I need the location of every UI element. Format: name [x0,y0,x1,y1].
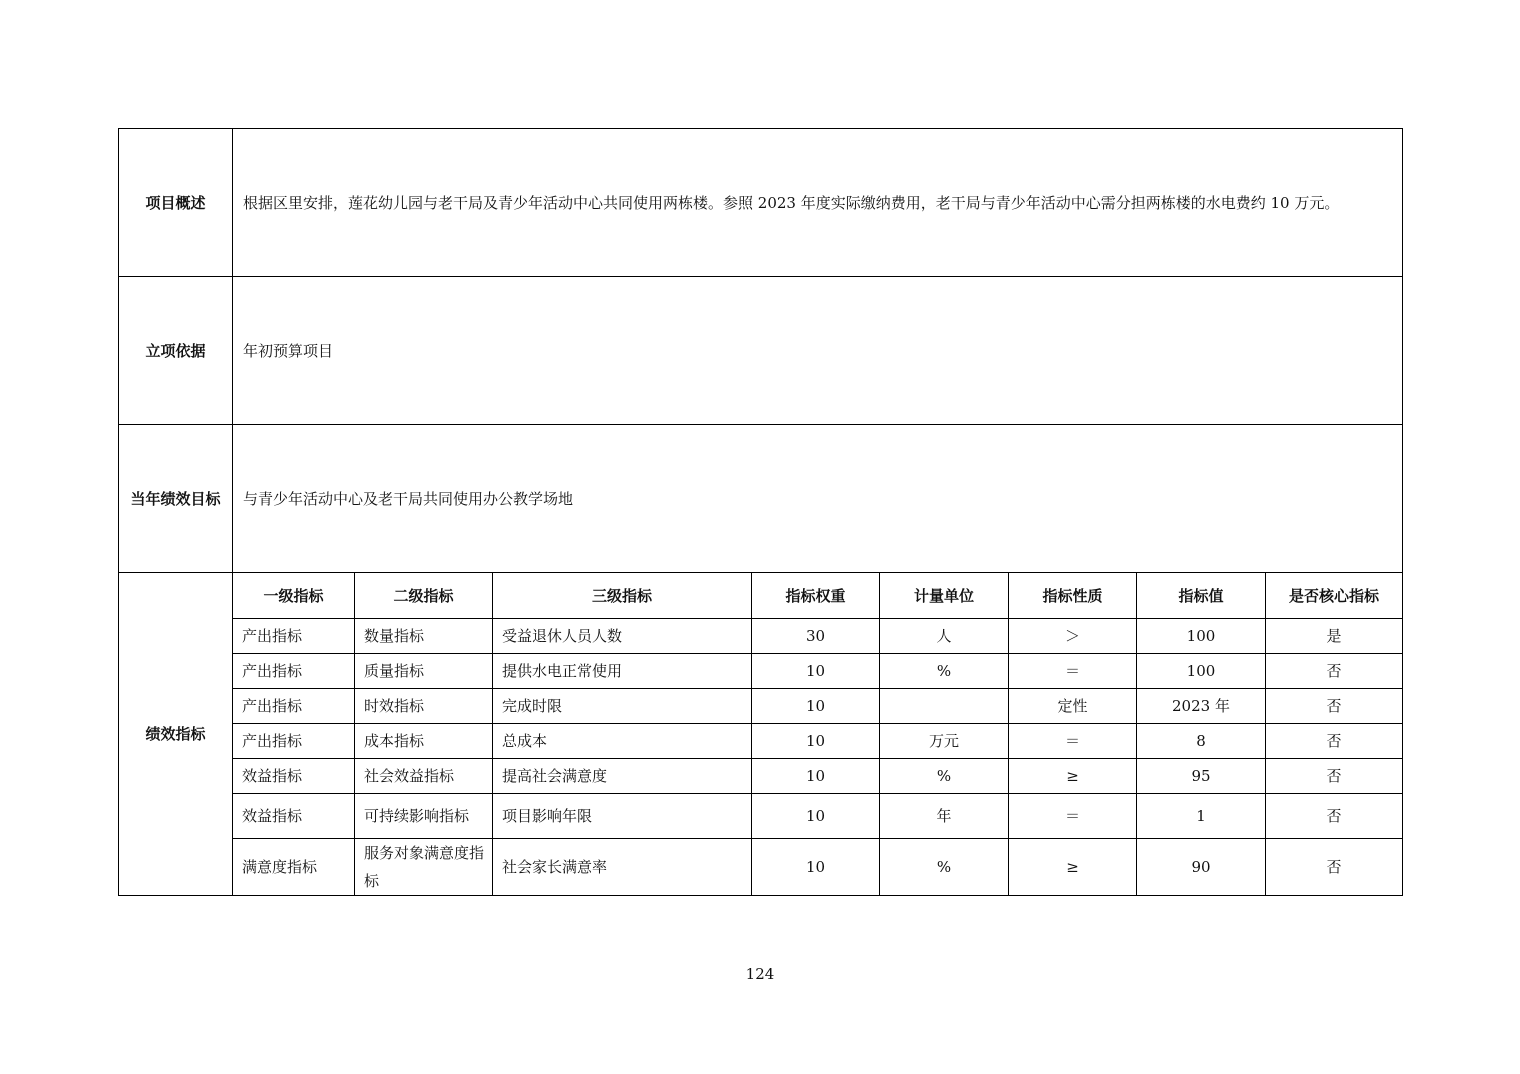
cell-level3: 提供水电正常使用 [493,654,752,689]
cell-nature: ≥ [1009,759,1137,794]
basis-row [119,277,1403,425]
cell-level3: 提高社会满意度 [493,759,752,794]
cell-level3: 总成本 [493,724,752,759]
cell-nature: 定性 [1009,689,1137,724]
cell-value: 90 [1137,839,1266,896]
header-level3: 三级指标 [493,573,752,619]
cell-core: 否 [1266,759,1403,794]
cell-weight: 30 [752,619,880,654]
header-level2: 二级指标 [355,573,493,619]
basis-text: 年初预算项目 [233,277,1403,425]
cell-weight: 10 [752,724,880,759]
table-row [119,759,1403,794]
cell-core: 否 [1266,794,1403,839]
project-overview-text: 根据区里安排，莲花幼儿园与老干局及青少年活动中心共同使用两栋楼。参照 2023 年度实际缴纳费用，老干局与青少年活动中心需分担两栋楼的水电费约 10 万元。 [233,129,1403,277]
table-row [119,654,1403,689]
annual-goal-label: 当年绩效目标 [130,489,221,508]
cell-level3: 项目影响年限 [493,794,752,839]
annual-goal-row [119,425,1403,573]
basis-label: 立项依据 [119,277,233,425]
cell-weight: 10 [752,689,880,724]
cell-weight: 10 [752,794,880,839]
table-row [119,619,1403,654]
cell-core: 是 [1266,619,1403,654]
cell-unit: % [880,654,1009,689]
cell-level1: 效益指标 [233,759,355,794]
cell-core: 否 [1266,724,1403,759]
header-value: 指标值 [1137,573,1266,619]
cell-level3: 社会家长满意率 [493,839,752,896]
annual-goal-label-cell [119,425,233,573]
performance-table-container [118,128,1402,896]
performance-table [118,128,1403,896]
indicator-header-row [119,573,1403,619]
project-overview-row [119,129,1403,277]
cell-level1: 满意度指标 [233,839,355,896]
cell-core: 否 [1266,689,1403,724]
header-unit: 计量单位 [880,573,1009,619]
cell-unit: 年 [880,794,1009,839]
cell-value: 2023 年 [1137,689,1266,724]
cell-level1: 产出指标 [233,619,355,654]
cell-level2: 数量指标 [355,619,493,654]
cell-weight: 10 [752,654,880,689]
cell-unit: 万元 [880,724,1009,759]
annual-goal-text: 与青少年活动中心及老干局共同使用办公教学场地 [233,425,1403,573]
cell-value: 1 [1137,794,1266,839]
cell-unit [880,689,1009,724]
project-overview-label: 项目概述 [119,129,233,277]
cell-value: 95 [1137,759,1266,794]
cell-level2: 服务对象满意度指标 [355,839,493,896]
page-number: 124 [745,965,775,983]
cell-nature: ＝ [1009,654,1137,689]
cell-nature: ＝ [1009,794,1137,839]
cell-level2: 可持续影响指标 [355,794,493,839]
cell-core: 否 [1266,654,1403,689]
cell-core: 否 [1266,839,1403,896]
table-row [119,839,1403,896]
cell-unit: % [880,759,1009,794]
cell-level1: 产出指标 [233,724,355,759]
cell-nature: ≥ [1009,839,1137,896]
cell-level1: 效益指标 [233,794,355,839]
cell-nature: ＝ [1009,724,1137,759]
cell-level1: 产出指标 [233,654,355,689]
table-row [119,689,1403,724]
cell-level2: 成本指标 [355,724,493,759]
header-weight: 指标权重 [752,573,880,619]
header-core: 是否核心指标 [1266,573,1403,619]
cell-level2: 质量指标 [355,654,493,689]
cell-level3: 受益退休人员人数 [493,619,752,654]
cell-level1: 产出指标 [233,689,355,724]
table-row [119,724,1403,759]
cell-level3: 完成时限 [493,689,752,724]
header-level1: 一级指标 [233,573,355,619]
cell-level2: 时效指标 [355,689,493,724]
cell-value: 100 [1137,619,1266,654]
cell-level2: 社会效益指标 [355,759,493,794]
cell-value: 100 [1137,654,1266,689]
cell-unit: % [880,839,1009,896]
cell-unit: 人 [880,619,1009,654]
indicators-label: 绩效指标 [119,573,233,896]
cell-value: 8 [1137,724,1266,759]
cell-nature: ＞ [1009,619,1137,654]
cell-weight: 10 [752,839,880,896]
cell-weight: 10 [752,759,880,794]
header-nature: 指标性质 [1009,573,1137,619]
table-row [119,794,1403,839]
